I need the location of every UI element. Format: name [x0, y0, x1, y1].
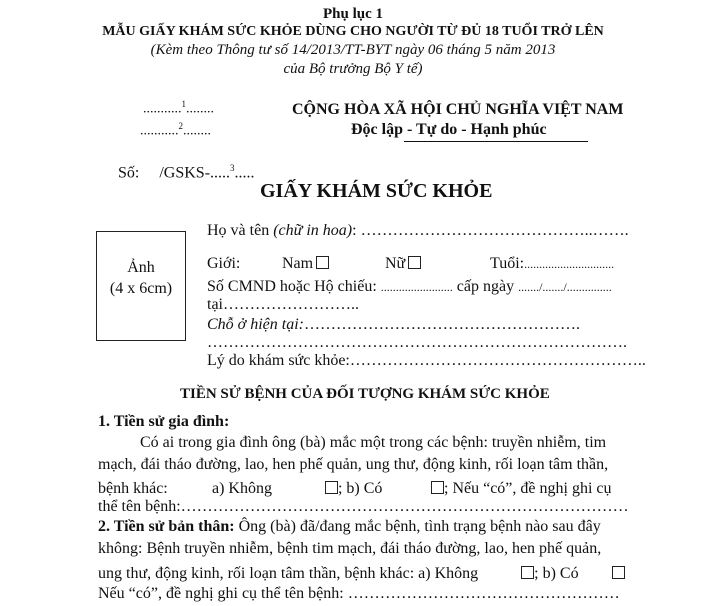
exam-reason-field[interactable]: Lý do khám sức khỏe:………………………………………………..: [207, 352, 646, 369]
family-no-checkbox[interactable]: [325, 481, 338, 494]
gender-male-option[interactable]: Nam: [282, 255, 329, 273]
photo-label: Ảnh: [127, 259, 155, 276]
circular-reference: (Kèm theo Thông tư số 14/2013/TT-BYT ngày 06 tháng 5 năm 2013: [150, 42, 556, 58]
document-title: GIẤY KHÁM SỨC KHỎE: [260, 180, 493, 202]
family-history-heading: 1. Tiền sử gia đình:: [98, 413, 230, 430]
personal-yes-checkbox[interactable]: [612, 566, 625, 579]
personal-disease-name-field[interactable]: Nếu “có”, đề nghị ghi cụ thể tên bệnh: ……………………………………………: [98, 585, 620, 602]
address-field[interactable]: Chỗ ở hiện tại:…………………………………………….: [207, 316, 580, 333]
appendix-label: Phụ lục 1: [322, 6, 383, 22]
issue-place-field[interactable]: tại……………………..: [207, 296, 359, 313]
circular-authority: của Bộ trưởng Bộ Y tế): [283, 61, 423, 77]
motto-underline: [404, 141, 588, 142]
family-yes-checkbox[interactable]: [431, 481, 444, 494]
gender-label: Giới:: [207, 255, 241, 272]
history-section-title: TIỀN SỬ BỆNH CỦA ĐỐI TƯỢNG KHÁM SỨC KHỎE: [180, 386, 550, 402]
form-title: MẪU GIẤY KHÁM SỨC KHỎE DÙNG CHO NGƯỜI TỪ ĐỦ 18 TUỔI TRỞ LÊN: [102, 24, 604, 39]
photo-size: (4 x 6cm): [109, 280, 173, 297]
national-name: CỘNG HÒA XÃ HỘI CHỦ NGHĨA VIỆT NAM: [292, 101, 624, 118]
family-history-no-option[interactable]: a) Không ; b) Có: [212, 480, 383, 497]
female-checkbox[interactable]: [408, 256, 421, 269]
male-checkbox[interactable]: [316, 256, 329, 269]
address-field-line-2[interactable]: …………………………………………………………………….: [207, 334, 627, 351]
document-number: Số: /GSKS-.....$^3$.....: [118, 163, 255, 182]
family-history-other-label: bệnh khác:: [98, 480, 168, 497]
family-history-text-2: mạch, đái tháo đường, lao, hen phế quản, ung thư, động kinh, rối loạn tâm thần,: [98, 456, 609, 473]
personal-history-options[interactable]: ung thư, động kinh, rối loạn tâm thần, bệnh khác: a) Không ; b) Có: [98, 565, 625, 583]
national-motto: Độc lập - Tự do - Hạnh phúc: [351, 121, 547, 138]
full-name-field[interactable]: Họ và tên (chữ in hoa): ……………………………………..…….: [207, 222, 629, 239]
age-field[interactable]: Tuổi:..............................: [490, 255, 615, 272]
personal-history-text-2: không: Bệnh truyền nhiễm, bệnh tim mạch, đái tháo đường, lao, hen phế quản,: [98, 540, 602, 557]
family-history-yes-note[interactable]: ; Nếu “có”, đề nghị ghi cụ: [428, 480, 612, 498]
gender-female-option[interactable]: Nữ: [385, 255, 421, 273]
family-history-text-1: Có ai trong gia đình ông (bà) mắc một trong các bệnh: truyền nhiễm, tim: [140, 434, 607, 451]
personal-no-checkbox[interactable]: [521, 566, 534, 579]
id-number-field[interactable]: Số CMND hoặc Hộ chiếu: ........................ cấp ngày ......./......./...............: [207, 278, 612, 295]
photo-box: [96, 231, 186, 341]
agency-line-2: ...........$^2$........: [140, 121, 211, 139]
agency-line-1: ...........$^1$........: [143, 99, 214, 117]
family-disease-name-field[interactable]: thể tên bệnh:…………………………………………………………………………: [98, 498, 629, 515]
personal-history-intro: 2. Tiền sử bản thân: Ông (bà) đã/đang mắc bệnh, tình trạng bệnh nào sau đây: [98, 518, 601, 535]
